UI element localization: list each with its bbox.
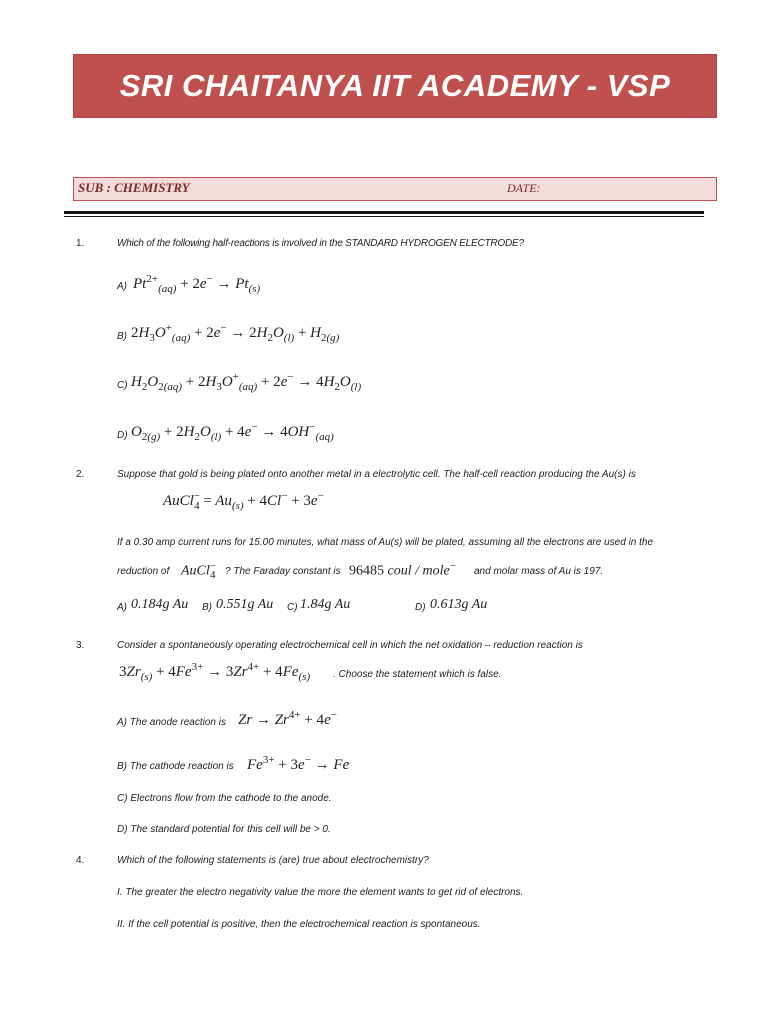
header-banner: [73, 54, 717, 118]
question-1-number: 1.: [76, 238, 85, 249]
page-title: SRI CHAITANYA IIT ACADEMY - VSP: [119, 68, 671, 103]
question-4-number: 4.: [76, 855, 85, 866]
question-2-faraday-text: ? The Faraday constant is: [225, 566, 341, 577]
question-2-molar-mass-text: and molar mass of Au is 197.: [474, 566, 604, 577]
question-1-option-c-label: C): [117, 380, 128, 391]
question-1-option-a-label: A): [117, 281, 127, 292]
question-2-option-a-value: 0.184g Au: [131, 597, 189, 612]
question-2-option-c-value: 1.84g Au: [300, 597, 351, 612]
question-3-option-a-equation: $Zr \to Zr^{4+} + 4e^-$: [238, 709, 337, 728]
question-2-faraday-value: 96485 coul / mole−: [349, 560, 456, 579]
question-1-text: Which of the following half-reactions is involved in the STANDARD HYDROGEN ELECTRODE?: [117, 238, 524, 249]
question-3-option-a-label: A) The anode reaction is: [117, 717, 226, 728]
question-3-option-b-equation: $Fe^{3+} + 3e^- \to Fe$: [247, 754, 350, 773]
question-2-option-d-label: D): [415, 602, 426, 613]
question-3-option-c: C) Electrons flow from the cathode to the anode.: [117, 793, 332, 804]
question-2-text: Suppose that gold is being plated onto another metal in a electrolytic cell. The half-cell reaction producing the Au(s) is: [117, 469, 636, 480]
question-2-reduction-text: reduction of: [117, 566, 170, 577]
question-1-option-c-equation: $H_2O_{2(aq)} + 2H_3O^+_{(aq)} + 2e^- \to 4H_2O_{(l)}$: [131, 371, 362, 393]
question-3-text: Consider a spontaneously operating electrochemical cell in which the net oxidation – reduction reaction is: [117, 640, 583, 651]
question-3-option-d: D) The standard potential for this cell will be > 0.: [117, 824, 331, 835]
question-3-equation: $3Zr_{(s)} + 4Fe^{3+} \to 3Zr^{4+} + 4Fe_{(s)}$: [119, 661, 311, 683]
question-2-reduction-species: AuCl−$_4$: [181, 560, 216, 582]
question-2-option-b-value: 0.551g Au: [216, 597, 274, 612]
question-2-option-c-label: C): [287, 602, 298, 613]
question-1-option-a-equation: $Pt^{2+}_{(aq)} + 2e^- \to Pt_{(s)}$: [133, 273, 261, 295]
question-4-text: Which of the following statements is (are) true about electrochemistry?: [117, 855, 429, 866]
subject-bar: [73, 177, 717, 201]
question-2-equation: AuCl−$_4$ = $Au_{(s)} + 4Cl^- + 3e^-$: [163, 490, 324, 512]
question-2-option-d-value: 0.613g Au: [430, 597, 488, 612]
question-3-option-b-label: B) The cathode reaction is: [117, 761, 234, 772]
question-4-statement-1: I. The greater the electro negativity value the more the element wants to get rid of electrons.: [117, 887, 524, 898]
question-1-option-b-equation: $2H_3O^+_{(aq)} + 2e^- \to 2H_2O_{(l)} + H_{2(g)}$: [131, 322, 340, 344]
date-label: DATE:: [507, 181, 541, 195]
question-2-number: 2.: [76, 469, 85, 480]
question-3-text-2: . Choose the statement which is false.: [333, 669, 502, 680]
question-1-option-d-equation: $O_{2(g)} + 2H_2O_{(l)} + 4e^- \to 4OH^-_{(aq)}$: [131, 421, 334, 443]
question-3-number: 3.: [76, 640, 85, 651]
divider-thick: [64, 211, 704, 214]
question-1-option-b-label: B): [117, 331, 127, 342]
subject-label: SUB : CHEMISTRY: [78, 180, 190, 195]
question-1-option-d-label: D): [117, 430, 128, 441]
question-4-statement-2: II. If the cell potential is positive, then the electrochemical reaction is spontaneous.: [117, 919, 481, 930]
question-2-option-b-label: B): [202, 602, 212, 613]
question-2-text-2: If a 0.30 amp current runs for 15.00 minutes, what mass of Au(s) will be plated, assuming all the electrons are used in the: [117, 537, 654, 548]
question-2-option-a-label: A): [117, 602, 127, 613]
divider-thin: [64, 216, 704, 217]
